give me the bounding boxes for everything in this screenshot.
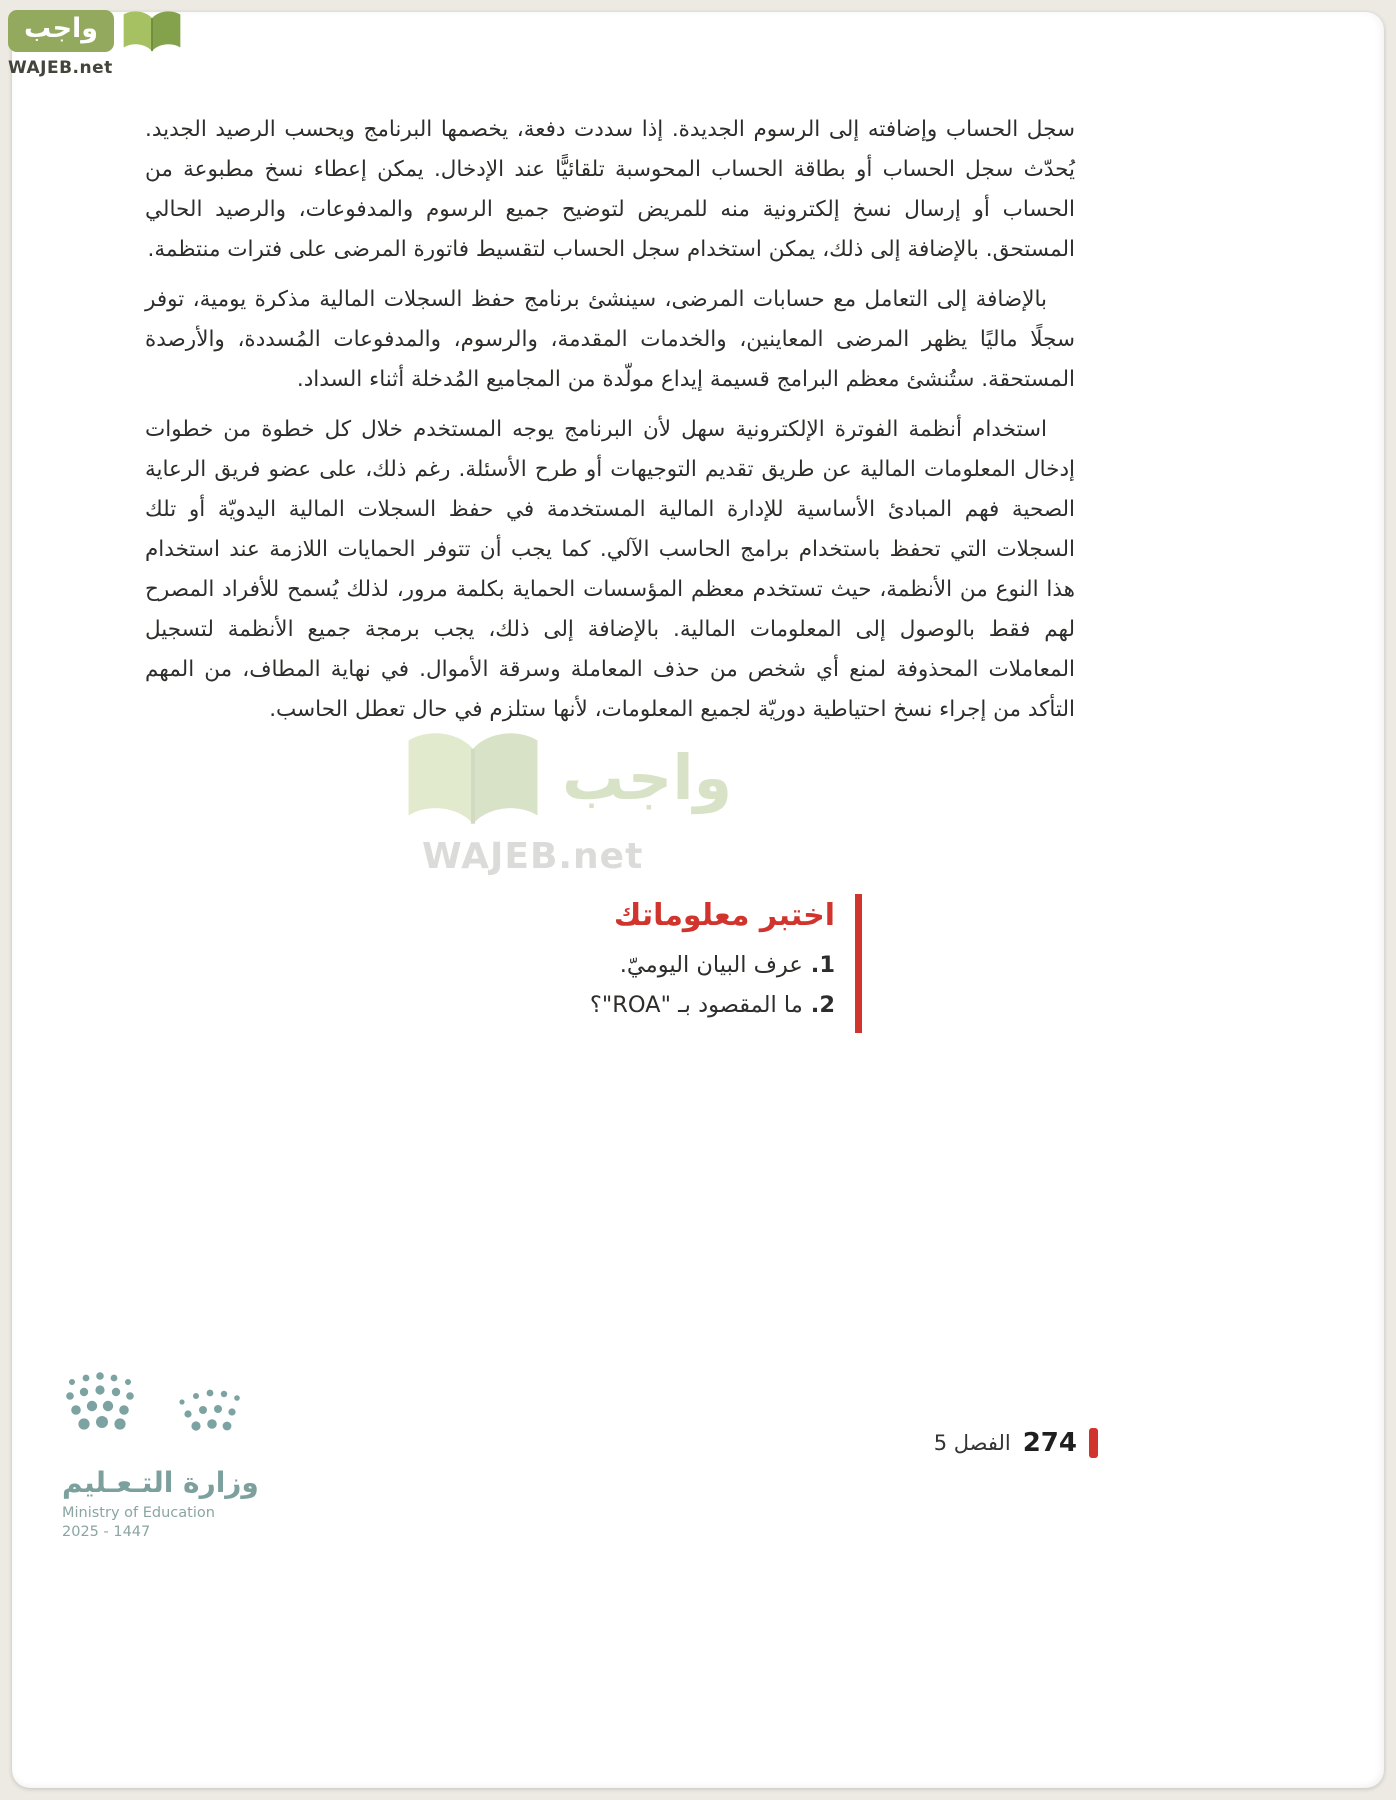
wajeb-logo-arabic[interactable]: واجب: [8, 10, 114, 52]
book-icon: [120, 6, 184, 56]
wajeb-watermark-row: [398, 726, 732, 830]
ministry-name-arabic: وزارة التـعـليم: [62, 1466, 259, 1499]
check-your-knowledge-box: [590, 894, 862, 1033]
wajeb-logo[interactable]: [8, 6, 184, 78]
ministry-name-english: Ministry of Education: [62, 1505, 215, 1521]
page-footer-number: [934, 1428, 1098, 1458]
wajeb-watermark-arabic: واجب: [562, 741, 733, 814]
wajeb-logo-row: [8, 6, 184, 56]
ministry-logo-dots: [62, 1368, 252, 1448]
chapter-label: الفصل 5: [933, 1431, 1011, 1455]
body-text-column: [145, 110, 1075, 740]
quiz-title: اختبر معلوماتك: [613, 898, 835, 933]
page-number-accent-bar: [1089, 1428, 1098, 1458]
quiz-question-1: [590, 945, 835, 985]
ministry-of-education-logo: [62, 1368, 259, 1540]
wajeb-site-name[interactable]: WAJEB.net: [8, 58, 113, 78]
ministry-years: 2025 - 1447: [62, 1524, 151, 1540]
quiz-question-2: [590, 985, 835, 1025]
paragraph-daily-journal: بالإضافة إلى التعامل مع حسابات المرضى، سينشئ برنامج حفظ السجلات المالية مذكرة يومية، توفر سجلًا ماليًا يظهر المرضى المعاينين، والخدمات المقدمة، والرسوم، والمدفوعات المُسددة، والأرصدة المستحقة. ستُنشئ معظم البرامج قسيمة إيداع مولّدة من المجاميع المُدخلة أثناء السداد.: [145, 287, 1075, 392]
textbook-page: [12, 12, 1384, 1788]
wajeb-watermark: [398, 726, 732, 877]
quiz-question-2-number: 2.: [810, 992, 835, 1018]
paragraph-electronic-billing: استخدام أنظمة الفوترة الإلكترونية سهل لأن البرنامج يوجه المستخدم خلال كل خطوة من خطوات إدخال المعلومات المالية عن طريق تقديم التوجيهات أو طرح الأسئلة. رغم ذلك، على عضو فريق الرعاية الصحية فهم المبادئ الأساسية للإدارة المالية المستخدمة في حفظ السجلات المالية اليدويّة أو تلك السجلات التي تحفظ باستخدام برامج الحاسب الآلي. كما يجب أن تتوفر الحمايات اللازمة عند استخدام هذا النوع من الأنظمة، حيث تستخدم معظم المؤسسات الحماية بكلمة مرور، لذلك يُسمح للأفراد المصرح لهم فقط بالوصول إلى المعلومات المالية. بالإضافة إلى ذلك، يجب برمجة جميع الأنظمة لتسجيل المعاملات المحذوفة لمنع أي شخص من حذف المعاملة وسرقة الأموال. في نهاية المطاف، من المهم التأكد من إجراء نسخ احتياطية دوريّة لجميع المعلومات، لأنها ستلزم في حال تعطل الحاسب.: [145, 417, 1075, 722]
open-book-icon: [398, 726, 548, 830]
quiz-question-2-text: ما المقصود بـ "ROA"؟: [589, 992, 803, 1018]
quiz-question-1-text: عرف البيان اليوميّ.: [619, 952, 803, 978]
paragraph-account-record: سجل الحساب وإضافته إلى الرسوم الجديدة. إذا سددت دفعة، يخصمها البرنامج ويحسب الرصيد الجديد. يُحدّث سجل الحساب أو بطاقة الحساب المحوسبة تلقائيًّا عند الإدخال. يمكن إعطاء نسخ مطبوعة من الحساب أو إرسال نسخ إلكترونية منه للمريض لتوضيح جميع الرسوم والمدفوعات، والرصيد الحالي المستحق. بالإضافة إلى ذلك، يمكن استخدام سجل الحساب لتقسيط فاتورة المرضى على فترات منتظمة.: [145, 117, 1075, 262]
wajeb-watermark-site: WAJEB.net: [422, 836, 644, 877]
page-number-value: 274: [1022, 1428, 1077, 1458]
quiz-question-1-number: 1.: [810, 952, 835, 978]
